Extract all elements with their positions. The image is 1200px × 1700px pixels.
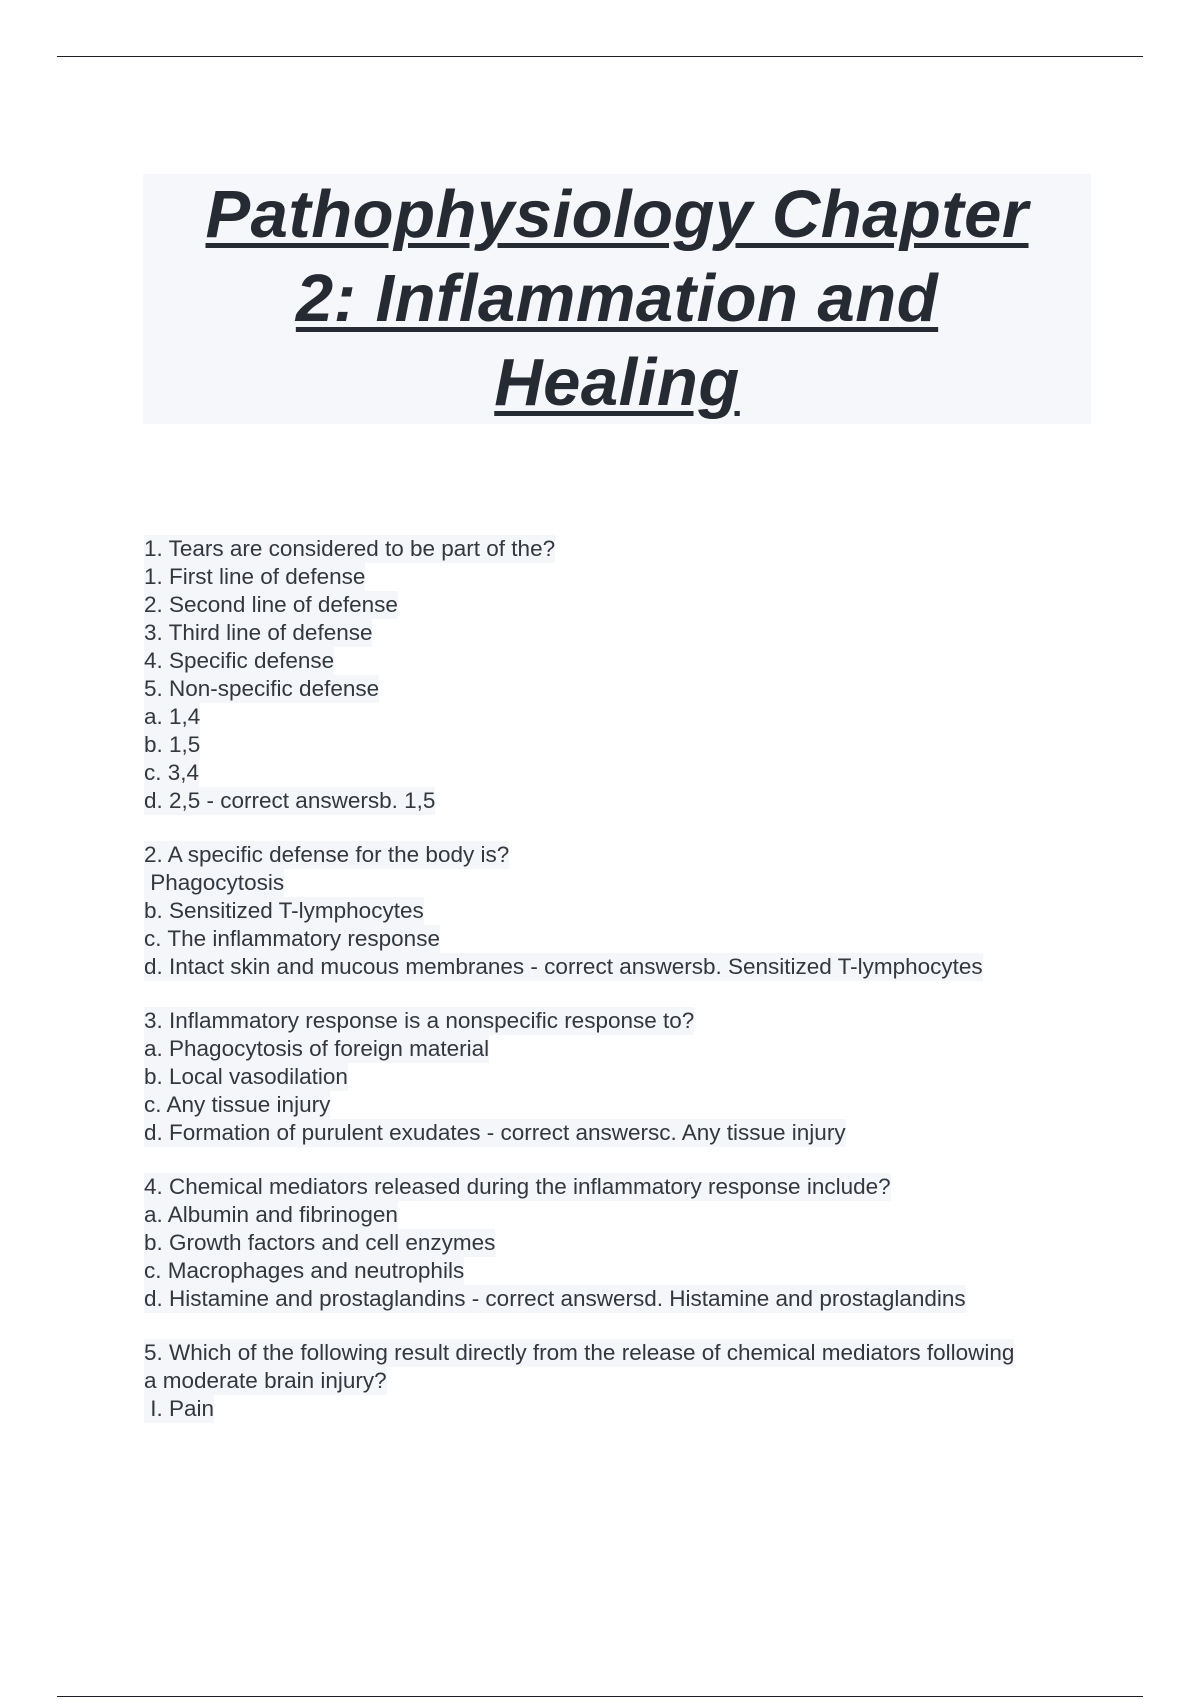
question-2-choice: c. The inflammatory response bbox=[144, 926, 440, 951]
question-4-choice: a. Albumin and fibrinogen bbox=[144, 1202, 398, 1227]
question-3-choice: a. Phagocytosis of foreign material bbox=[144, 1036, 490, 1061]
title-banner bbox=[143, 174, 1091, 424]
title-line-1: Pathophysiology Chapter bbox=[205, 177, 1029, 252]
question-5 bbox=[144, 1339, 1104, 1423]
question-2-choice: Phagocytosis bbox=[144, 870, 285, 895]
question-4 bbox=[144, 1173, 1104, 1313]
question-1 bbox=[144, 535, 1104, 815]
question-1-choice: b. 1,5 bbox=[144, 732, 201, 757]
top-divider bbox=[57, 56, 1143, 57]
question-3-prompt: 3. Inflammatory response is a nonspecific response to? bbox=[144, 1008, 695, 1033]
question-1-option: 5. Non-specific defense bbox=[144, 676, 380, 701]
question-1-option: 4. Specific defense bbox=[144, 648, 335, 673]
question-2 bbox=[144, 841, 1104, 981]
title-line-3: Healing bbox=[494, 345, 740, 420]
question-3 bbox=[144, 1007, 1104, 1147]
question-5-prompt: 5. Which of the following result directly from the release of chemical mediators following bbox=[144, 1340, 1015, 1365]
question-1-option: 2. Second line of defense bbox=[144, 592, 398, 617]
question-1-prompt: 1. Tears are considered to be part of the? bbox=[144, 536, 556, 561]
question-1-option: 3. Third line of defense bbox=[144, 620, 373, 645]
question-4-prompt: 4. Chemical mediators released during the inflammatory response include? bbox=[144, 1174, 891, 1199]
question-1-choice: a. 1,4 bbox=[144, 704, 201, 729]
question-3-choice: c. Any tissue injury bbox=[144, 1092, 331, 1117]
bottom-divider bbox=[57, 1696, 1143, 1697]
question-4-choice: b. Growth factors and cell enzymes bbox=[144, 1230, 496, 1255]
question-1-option: 1. First line of defense bbox=[144, 564, 366, 589]
question-4-answer: d. Histamine and prostaglandins - correct answersd. Histamine and prostaglandins bbox=[144, 1286, 966, 1311]
question-list bbox=[144, 535, 1104, 1449]
question-2-prompt: 2. A specific defense for the body is? bbox=[144, 842, 510, 867]
page-title bbox=[152, 173, 1082, 425]
question-2-answer: d. Intact skin and mucous membranes - correct answersb. Sensitized T-lymphocytes bbox=[144, 954, 983, 979]
question-1-choice: c. 3,4 bbox=[144, 760, 200, 785]
question-2-choice: b. Sensitized T-lymphocytes bbox=[144, 898, 424, 923]
title-line-2: 2: Inflammation and bbox=[295, 261, 939, 336]
question-5-choice: I. Pain bbox=[144, 1396, 215, 1421]
question-3-answer: d. Formation of purulent exudates - correct answersc. Any tissue injury bbox=[144, 1120, 846, 1145]
question-5-prompt-continued: a moderate brain injury? bbox=[144, 1368, 387, 1393]
question-4-choice: c. Macrophages and neutrophils bbox=[144, 1258, 465, 1283]
question-1-answer: d. 2,5 - correct answersb. 1,5 bbox=[144, 788, 436, 813]
question-3-choice: b. Local vasodilation bbox=[144, 1064, 348, 1089]
